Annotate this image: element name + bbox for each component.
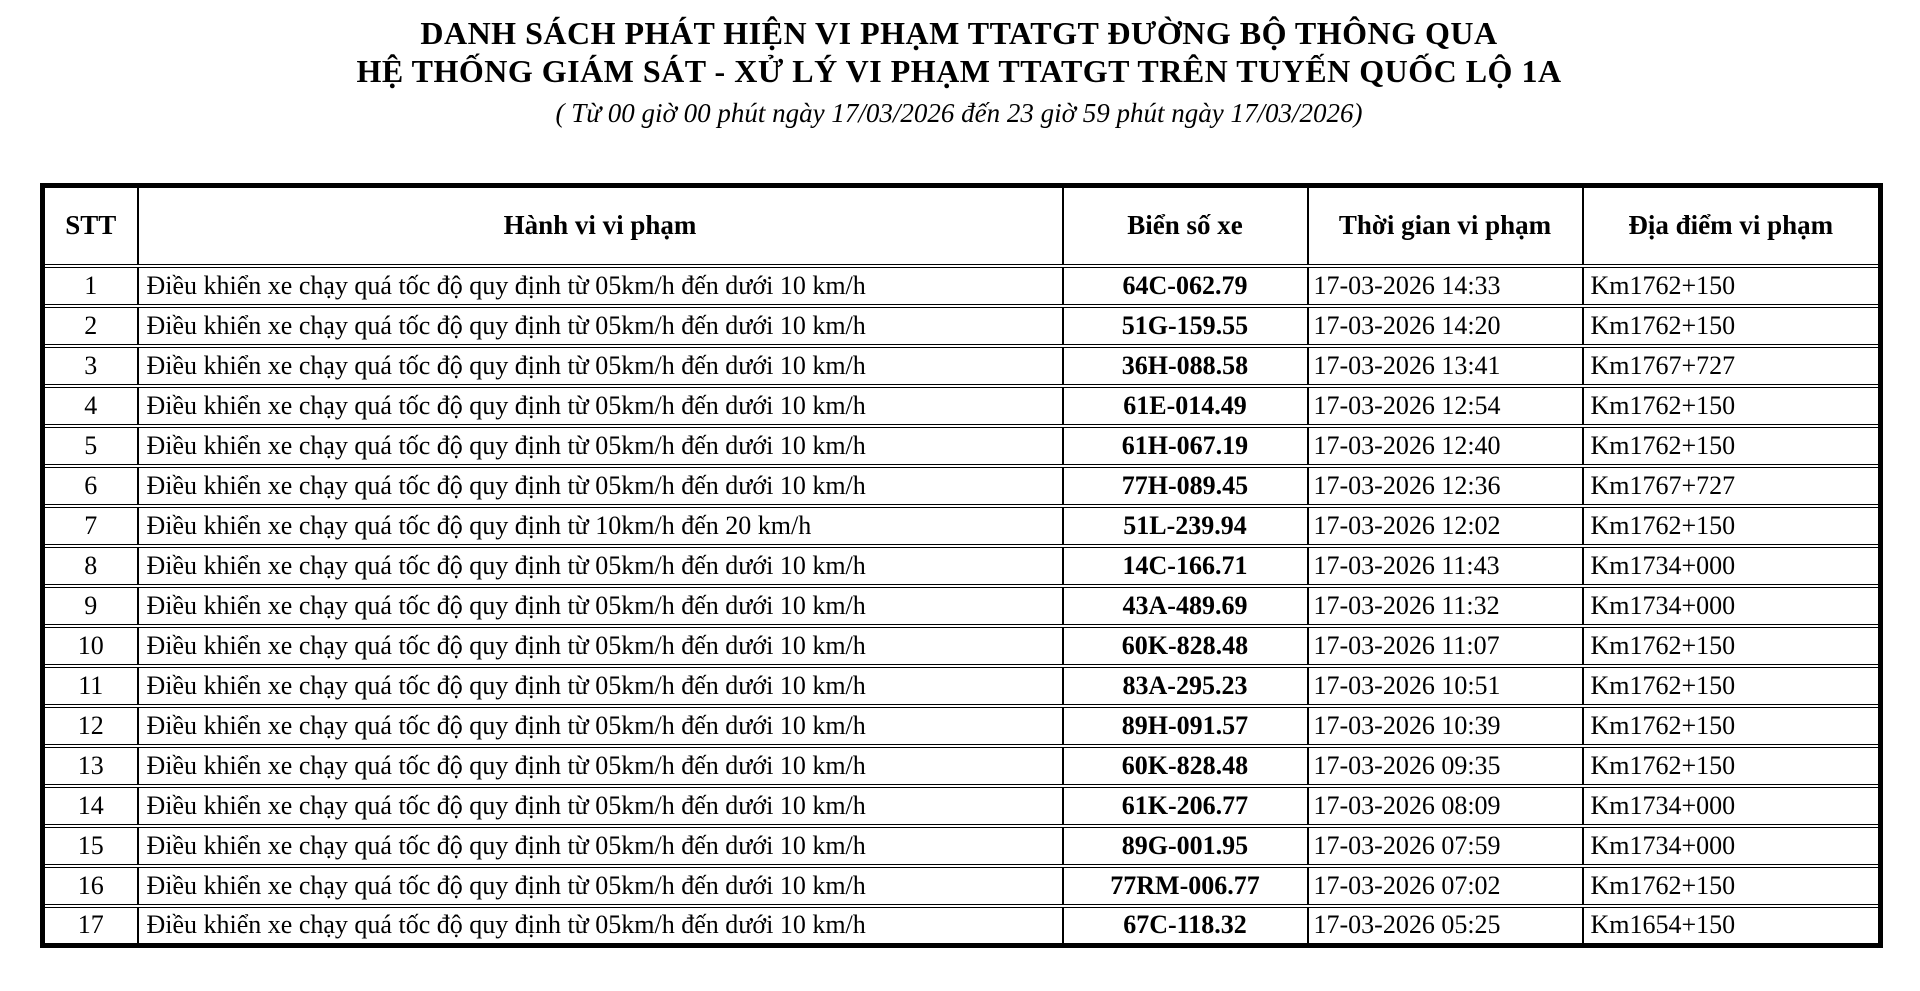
time-cell: 17-03-2026 12:54 bbox=[1308, 386, 1583, 426]
plate-cell: 36H-088.58 bbox=[1063, 346, 1308, 386]
plate-cell: 77RM-006.77 bbox=[1063, 866, 1308, 906]
time-cell: 17-03-2026 14:33 bbox=[1308, 266, 1583, 306]
table-row bbox=[43, 266, 1881, 306]
time-cell: 17-03-2026 12:40 bbox=[1308, 426, 1583, 466]
violations-table-header bbox=[43, 186, 1881, 266]
document-title bbox=[40, 14, 1878, 90]
location-cell: Km1762+150 bbox=[1583, 866, 1881, 906]
row-index-cell: 2 bbox=[43, 306, 138, 346]
row-index-cell: 9 bbox=[43, 586, 138, 626]
table-row bbox=[43, 586, 1881, 626]
plate-cell: 60K-828.48 bbox=[1063, 746, 1308, 786]
location-cell: Km1762+150 bbox=[1583, 386, 1881, 426]
plate-cell: 89H-091.57 bbox=[1063, 706, 1308, 746]
table-row bbox=[43, 906, 1881, 946]
violation-cell: Điều khiển xe chạy quá tốc độ quy định từ 05km/h đến dưới 10 km/h bbox=[138, 626, 1063, 666]
table-row bbox=[43, 666, 1881, 706]
violation-cell: Điều khiển xe chạy quá tốc độ quy định từ 05km/h đến dưới 10 km/h bbox=[138, 786, 1063, 826]
violation-cell: Điều khiển xe chạy quá tốc độ quy định từ 05km/h đến dưới 10 km/h bbox=[138, 386, 1063, 426]
location-cell: Km1734+000 bbox=[1583, 586, 1881, 626]
document-header bbox=[40, 14, 1878, 128]
location-cell: Km1762+150 bbox=[1583, 306, 1881, 346]
location-cell: Km1654+150 bbox=[1583, 906, 1881, 946]
row-index-cell: 1 bbox=[43, 266, 138, 306]
time-cell: 17-03-2026 11:07 bbox=[1308, 626, 1583, 666]
table-row bbox=[43, 346, 1881, 386]
location-cell: Km1762+150 bbox=[1583, 506, 1881, 546]
violation-cell: Điều khiển xe chạy quá tốc độ quy định từ 05km/h đến dưới 10 km/h bbox=[138, 426, 1063, 466]
header-row bbox=[43, 186, 1881, 266]
time-cell: 17-03-2026 07:02 bbox=[1308, 866, 1583, 906]
violations-table bbox=[40, 183, 1883, 948]
plate-cell: 64C-062.79 bbox=[1063, 266, 1308, 306]
table-row bbox=[43, 786, 1881, 826]
time-cell: 17-03-2026 14:20 bbox=[1308, 306, 1583, 346]
plate-cell: 77H-089.45 bbox=[1063, 466, 1308, 506]
row-index-cell: 8 bbox=[43, 546, 138, 586]
table-row bbox=[43, 306, 1881, 346]
table-row bbox=[43, 506, 1881, 546]
violation-cell: Điều khiển xe chạy quá tốc độ quy định từ 05km/h đến dưới 10 km/h bbox=[138, 466, 1063, 506]
time-cell: 17-03-2026 12:02 bbox=[1308, 506, 1583, 546]
time-cell: 17-03-2026 13:41 bbox=[1308, 346, 1583, 386]
plate-cell: 83A-295.23 bbox=[1063, 666, 1308, 706]
plate-cell: 89G-001.95 bbox=[1063, 826, 1308, 866]
row-index-cell: 11 bbox=[43, 666, 138, 706]
row-index-cell: 5 bbox=[43, 426, 138, 466]
table-row bbox=[43, 466, 1881, 506]
plate-cell: 43A-489.69 bbox=[1063, 586, 1308, 626]
row-index-cell: 13 bbox=[43, 746, 138, 786]
location-cell: Km1734+000 bbox=[1583, 826, 1881, 866]
plate-cell: 61H-067.19 bbox=[1063, 426, 1308, 466]
table-row bbox=[43, 546, 1881, 586]
table-row bbox=[43, 386, 1881, 426]
row-index-cell: 7 bbox=[43, 506, 138, 546]
violation-cell: Điều khiển xe chạy quá tốc độ quy định từ 05km/h đến dưới 10 km/h bbox=[138, 866, 1063, 906]
plate-cell: 51G-159.55 bbox=[1063, 306, 1308, 346]
document-title-line1: DANH SÁCH PHÁT HIỆN VI PHẠM TTATGT ĐƯỜNG BỘ THÔNG QUA bbox=[420, 15, 1498, 51]
row-index-cell: 16 bbox=[43, 866, 138, 906]
table-row bbox=[43, 706, 1881, 746]
table-row bbox=[43, 826, 1881, 866]
time-cell: 17-03-2026 09:35 bbox=[1308, 746, 1583, 786]
time-cell: 17-03-2026 10:39 bbox=[1308, 706, 1583, 746]
location-cell: Km1734+000 bbox=[1583, 786, 1881, 826]
violation-cell: Điều khiển xe chạy quá tốc độ quy định từ 05km/h đến dưới 10 km/h bbox=[138, 746, 1063, 786]
location-cell: Km1734+000 bbox=[1583, 546, 1881, 586]
violation-cell: Điều khiển xe chạy quá tốc độ quy định từ 05km/h đến dưới 10 km/h bbox=[138, 546, 1063, 586]
violation-cell: Điều khiển xe chạy quá tốc độ quy định từ 05km/h đến dưới 10 km/h bbox=[138, 906, 1063, 946]
time-cell: 17-03-2026 11:32 bbox=[1308, 586, 1583, 626]
violation-cell: Điều khiển xe chạy quá tốc độ quy định từ 05km/h đến dưới 10 km/h bbox=[138, 306, 1063, 346]
document-subtitle: ( Từ 00 giờ 00 phút ngày 17/03/2026 đến 23 giờ 59 phút ngày 17/03/2026) bbox=[555, 98, 1363, 128]
time-cell: 17-03-2026 08:09 bbox=[1308, 786, 1583, 826]
row-index-cell: 14 bbox=[43, 786, 138, 826]
location-cell: Km1762+150 bbox=[1583, 626, 1881, 666]
plate-cell: 61E-014.49 bbox=[1063, 386, 1308, 426]
table-row bbox=[43, 746, 1881, 786]
location-cell: Km1762+150 bbox=[1583, 426, 1881, 466]
col-header-time: Thời gian vi phạm bbox=[1308, 186, 1583, 266]
col-header-stt: STT bbox=[43, 186, 138, 266]
location-cell: Km1762+150 bbox=[1583, 266, 1881, 306]
document-title-line2: HỆ THỐNG GIÁM SÁT - XỬ LÝ VI PHẠM TTATGT TRÊN TUYẾN QUỐC LỘ 1A bbox=[356, 53, 1562, 89]
plate-cell: 14C-166.71 bbox=[1063, 546, 1308, 586]
row-index-cell: 12 bbox=[43, 706, 138, 746]
row-index-cell: 15 bbox=[43, 826, 138, 866]
col-header-plate: Biển số xe bbox=[1063, 186, 1308, 266]
violations-table-body bbox=[43, 266, 1881, 946]
table-row bbox=[43, 426, 1881, 466]
violation-cell: Điều khiển xe chạy quá tốc độ quy định từ 05km/h đến dưới 10 km/h bbox=[138, 266, 1063, 306]
violation-cell: Điều khiển xe chạy quá tốc độ quy định từ 05km/h đến dưới 10 km/h bbox=[138, 346, 1063, 386]
time-cell: 17-03-2026 12:36 bbox=[1308, 466, 1583, 506]
row-index-cell: 4 bbox=[43, 386, 138, 426]
plate-cell: 60K-828.48 bbox=[1063, 626, 1308, 666]
plate-cell: 67C-118.32 bbox=[1063, 906, 1308, 946]
location-cell: Km1767+727 bbox=[1583, 346, 1881, 386]
col-header-violation: Hành vi vi phạm bbox=[138, 186, 1063, 266]
row-index-cell: 17 bbox=[43, 906, 138, 946]
violation-cell: Điều khiển xe chạy quá tốc độ quy định từ 10km/h đến 20 km/h bbox=[138, 506, 1063, 546]
row-index-cell: 6 bbox=[43, 466, 138, 506]
time-cell: 17-03-2026 10:51 bbox=[1308, 666, 1583, 706]
location-cell: Km1762+150 bbox=[1583, 666, 1881, 706]
violation-cell: Điều khiển xe chạy quá tốc độ quy định từ 05km/h đến dưới 10 km/h bbox=[138, 706, 1063, 746]
location-cell: Km1762+150 bbox=[1583, 706, 1881, 746]
time-cell: 17-03-2026 05:25 bbox=[1308, 906, 1583, 946]
plate-cell: 61K-206.77 bbox=[1063, 786, 1308, 826]
col-header-location: Địa điểm vi phạm bbox=[1583, 186, 1881, 266]
table-row bbox=[43, 866, 1881, 906]
location-cell: Km1762+150 bbox=[1583, 746, 1881, 786]
violation-cell: Điều khiển xe chạy quá tốc độ quy định từ 05km/h đến dưới 10 km/h bbox=[138, 826, 1063, 866]
violation-cell: Điều khiển xe chạy quá tốc độ quy định từ 05km/h đến dưới 10 km/h bbox=[138, 586, 1063, 626]
time-cell: 17-03-2026 11:43 bbox=[1308, 546, 1583, 586]
row-index-cell: 10 bbox=[43, 626, 138, 666]
row-index-cell: 3 bbox=[43, 346, 138, 386]
location-cell: Km1767+727 bbox=[1583, 466, 1881, 506]
violation-cell: Điều khiển xe chạy quá tốc độ quy định từ 05km/h đến dưới 10 km/h bbox=[138, 666, 1063, 706]
table-row bbox=[43, 626, 1881, 666]
plate-cell: 51L-239.94 bbox=[1063, 506, 1308, 546]
time-cell: 17-03-2026 07:59 bbox=[1308, 826, 1583, 866]
